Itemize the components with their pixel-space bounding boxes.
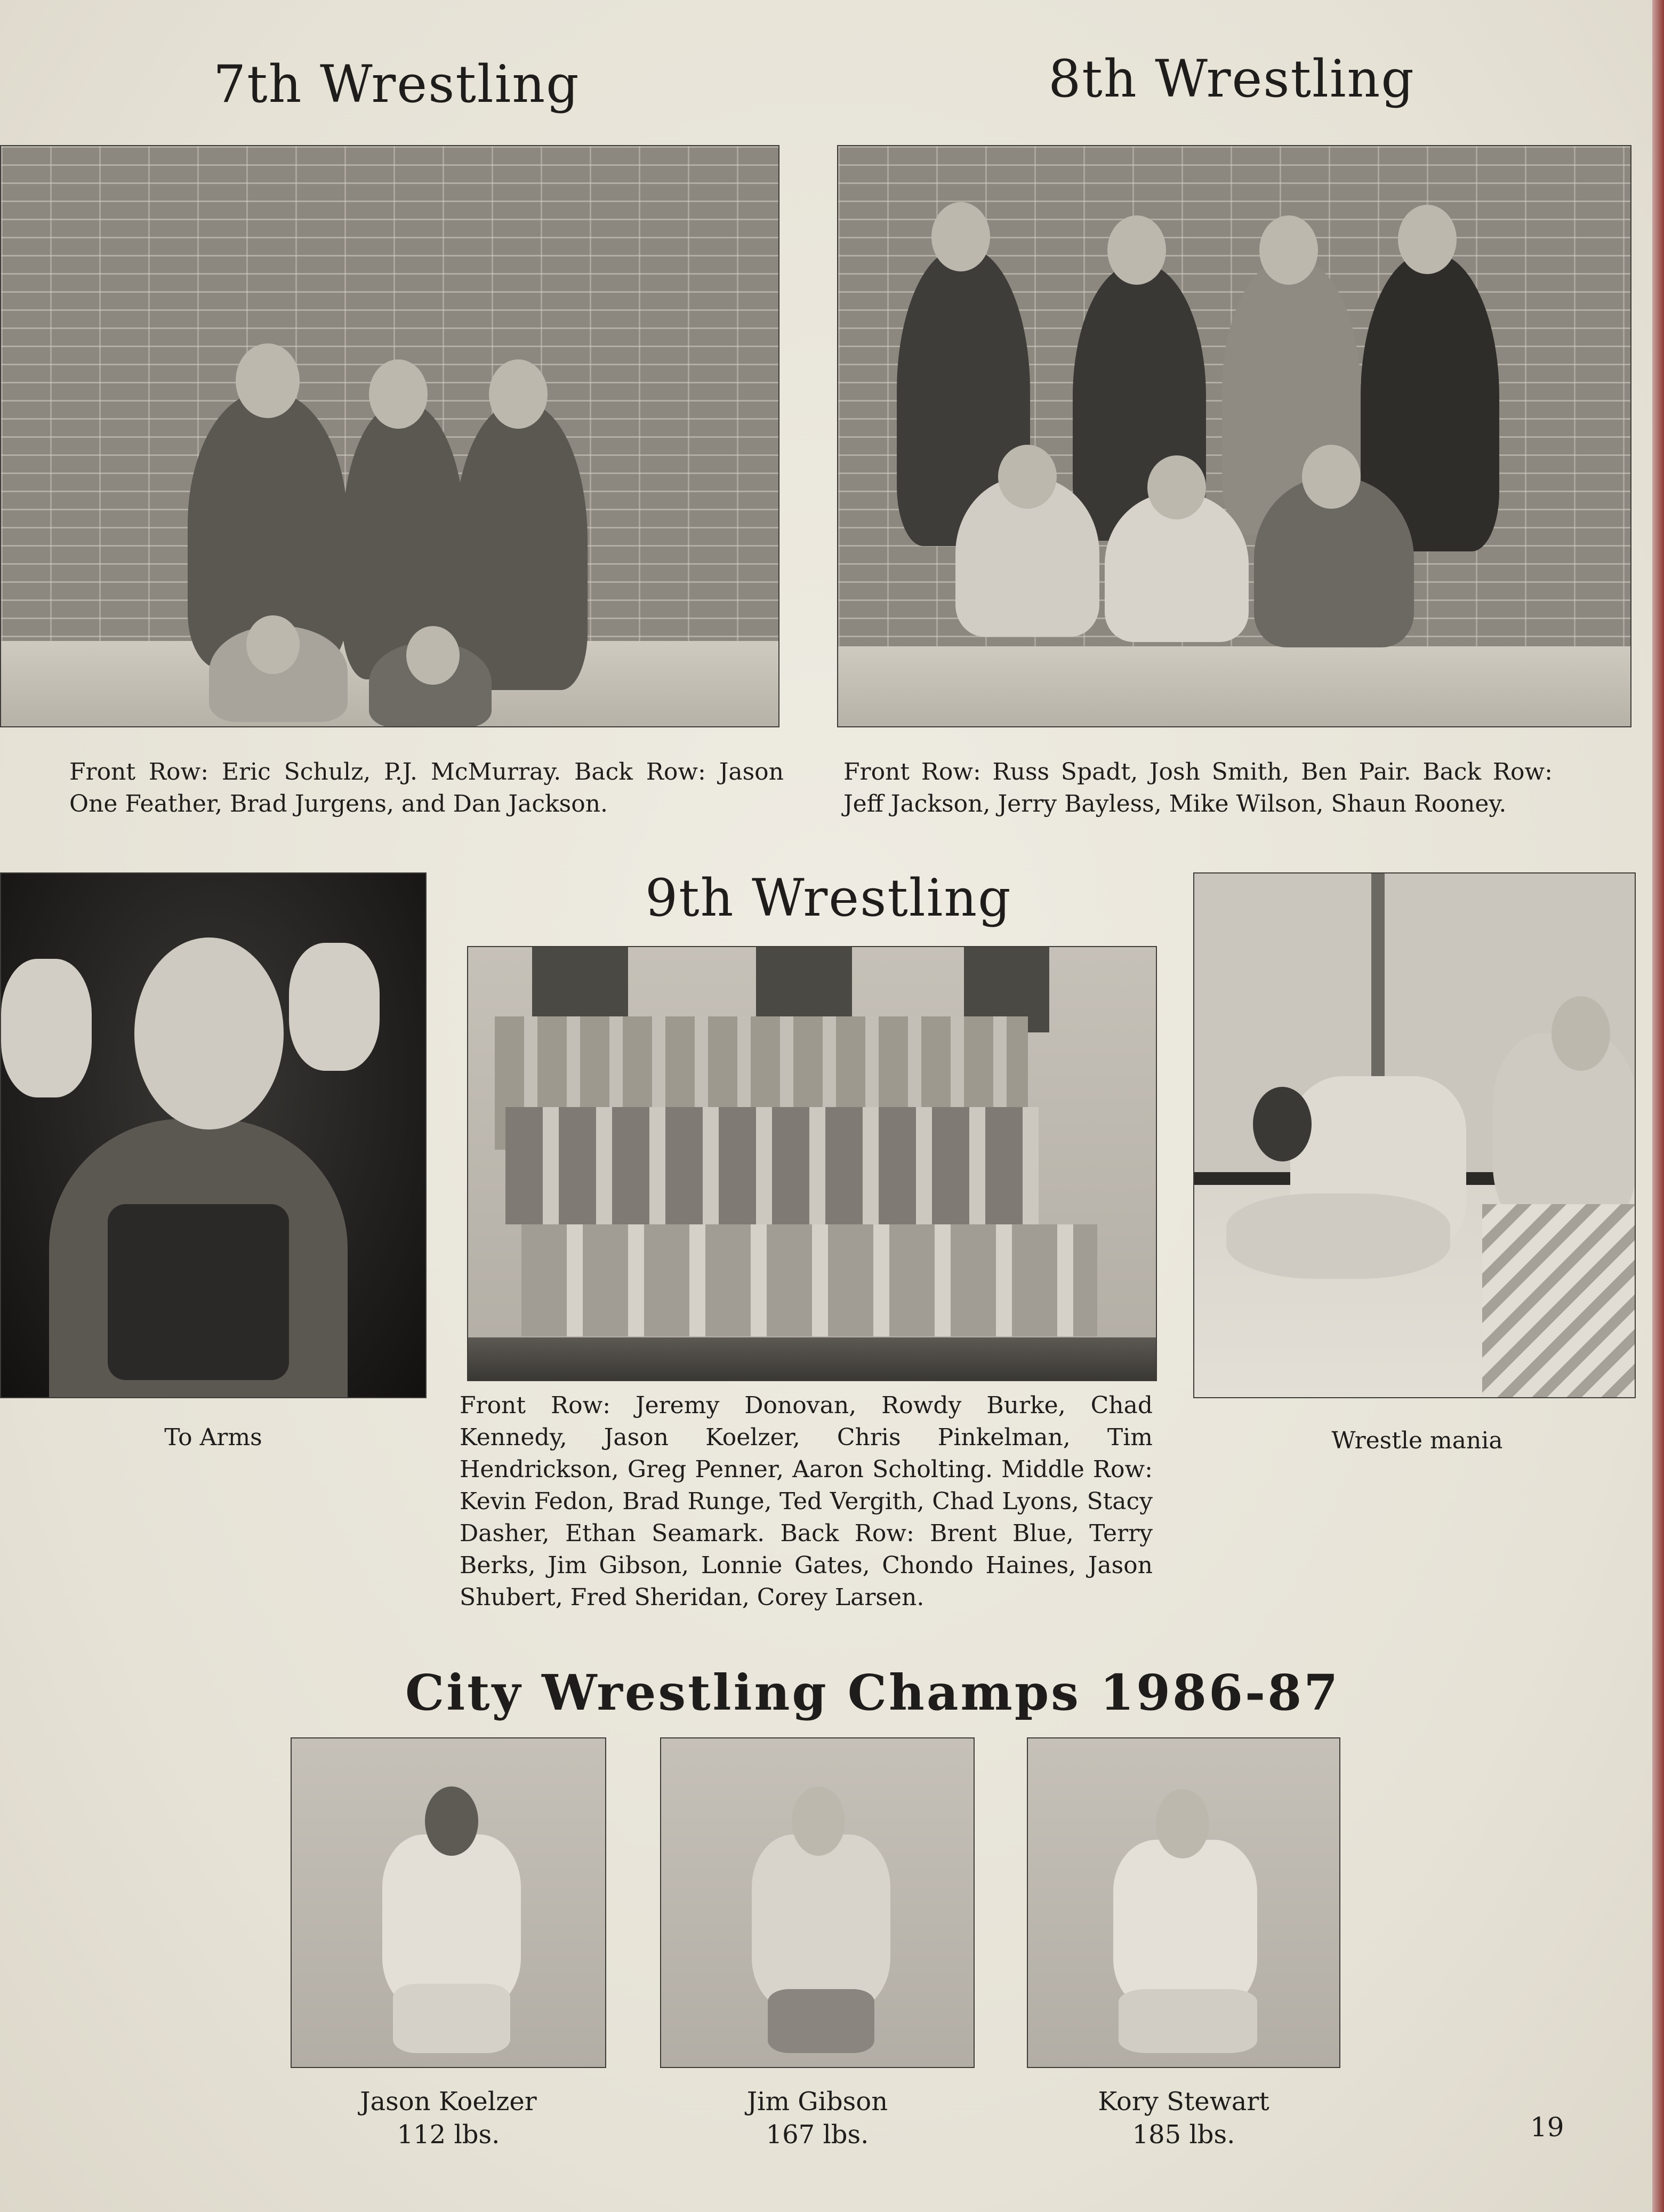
champ-photo-jim-gibson [660,1737,975,2068]
eighth-wrestling-title: 8th Wrestling [1048,49,1415,109]
champ-name-jason-koelzer: Jason Koelzer 112 lbs. [360,2087,537,2150]
wrestle-mania-caption: Wrestle mania [1331,1427,1503,1454]
seventh-team-caption: Front Row: Eric Schulz, P.J. McMurray. Back Row: Jason One Feather, Brad Jurgens, and Dan Jackson. [69,758,784,818]
page-binding-edge [1652,0,1664,2212]
ninth-wrestling-title: 9th Wrestling [645,868,1012,928]
wrestle-mania-photo [1193,872,1636,1398]
seventh-team-photo [0,145,779,727]
champ-photo-jason-koelzer [291,1737,606,2068]
champ-photo-kory-stewart [1027,1737,1340,2068]
champ-name-kory-stewart: Kory Stewart 185 lbs. [1098,2087,1269,2150]
seventh-wrestling-title: 7th Wrestling [213,54,580,114]
city-champs-title: City Wrestling Champs 1986-87 [405,1664,1340,1721]
eighth-team-caption: Front Row: Russ Spadt, Josh Smith, Ben Pair. Back Row: Jeff Jackson, Jerry Bayless, Mike Wilson, Shaun Rooney. [843,758,1553,818]
to-arms-photo [0,872,427,1398]
ninth-team-photo [467,946,1157,1381]
to-arms-caption: To Arms [164,1424,262,1451]
champ-name-jim-gibson: Jim Gibson 167 lbs. [746,2087,888,2150]
ninth-team-caption: Front Row: Jeremy Donovan, Rowdy Burke, Chad Kennedy, Jason Koelzer, Chris Pinkelman, Tim Hendrickson, Greg Penner, Aaron Scholting. Middle Row: Kevin Fedon, Brad Runge, Ted Vergith, Chad Lyons, Stacy Dasher, Ethan Seamark. Back Row: Brent Blue, Terry Berks, Jim Gibson, Lonnie Gates, Chondo Haines, Jason Shubert, Fred Sheridan, Corey Larsen. [460,1392,1153,1611]
page-number: 19 [1530,2112,1564,2143]
eighth-team-photo [837,145,1631,727]
